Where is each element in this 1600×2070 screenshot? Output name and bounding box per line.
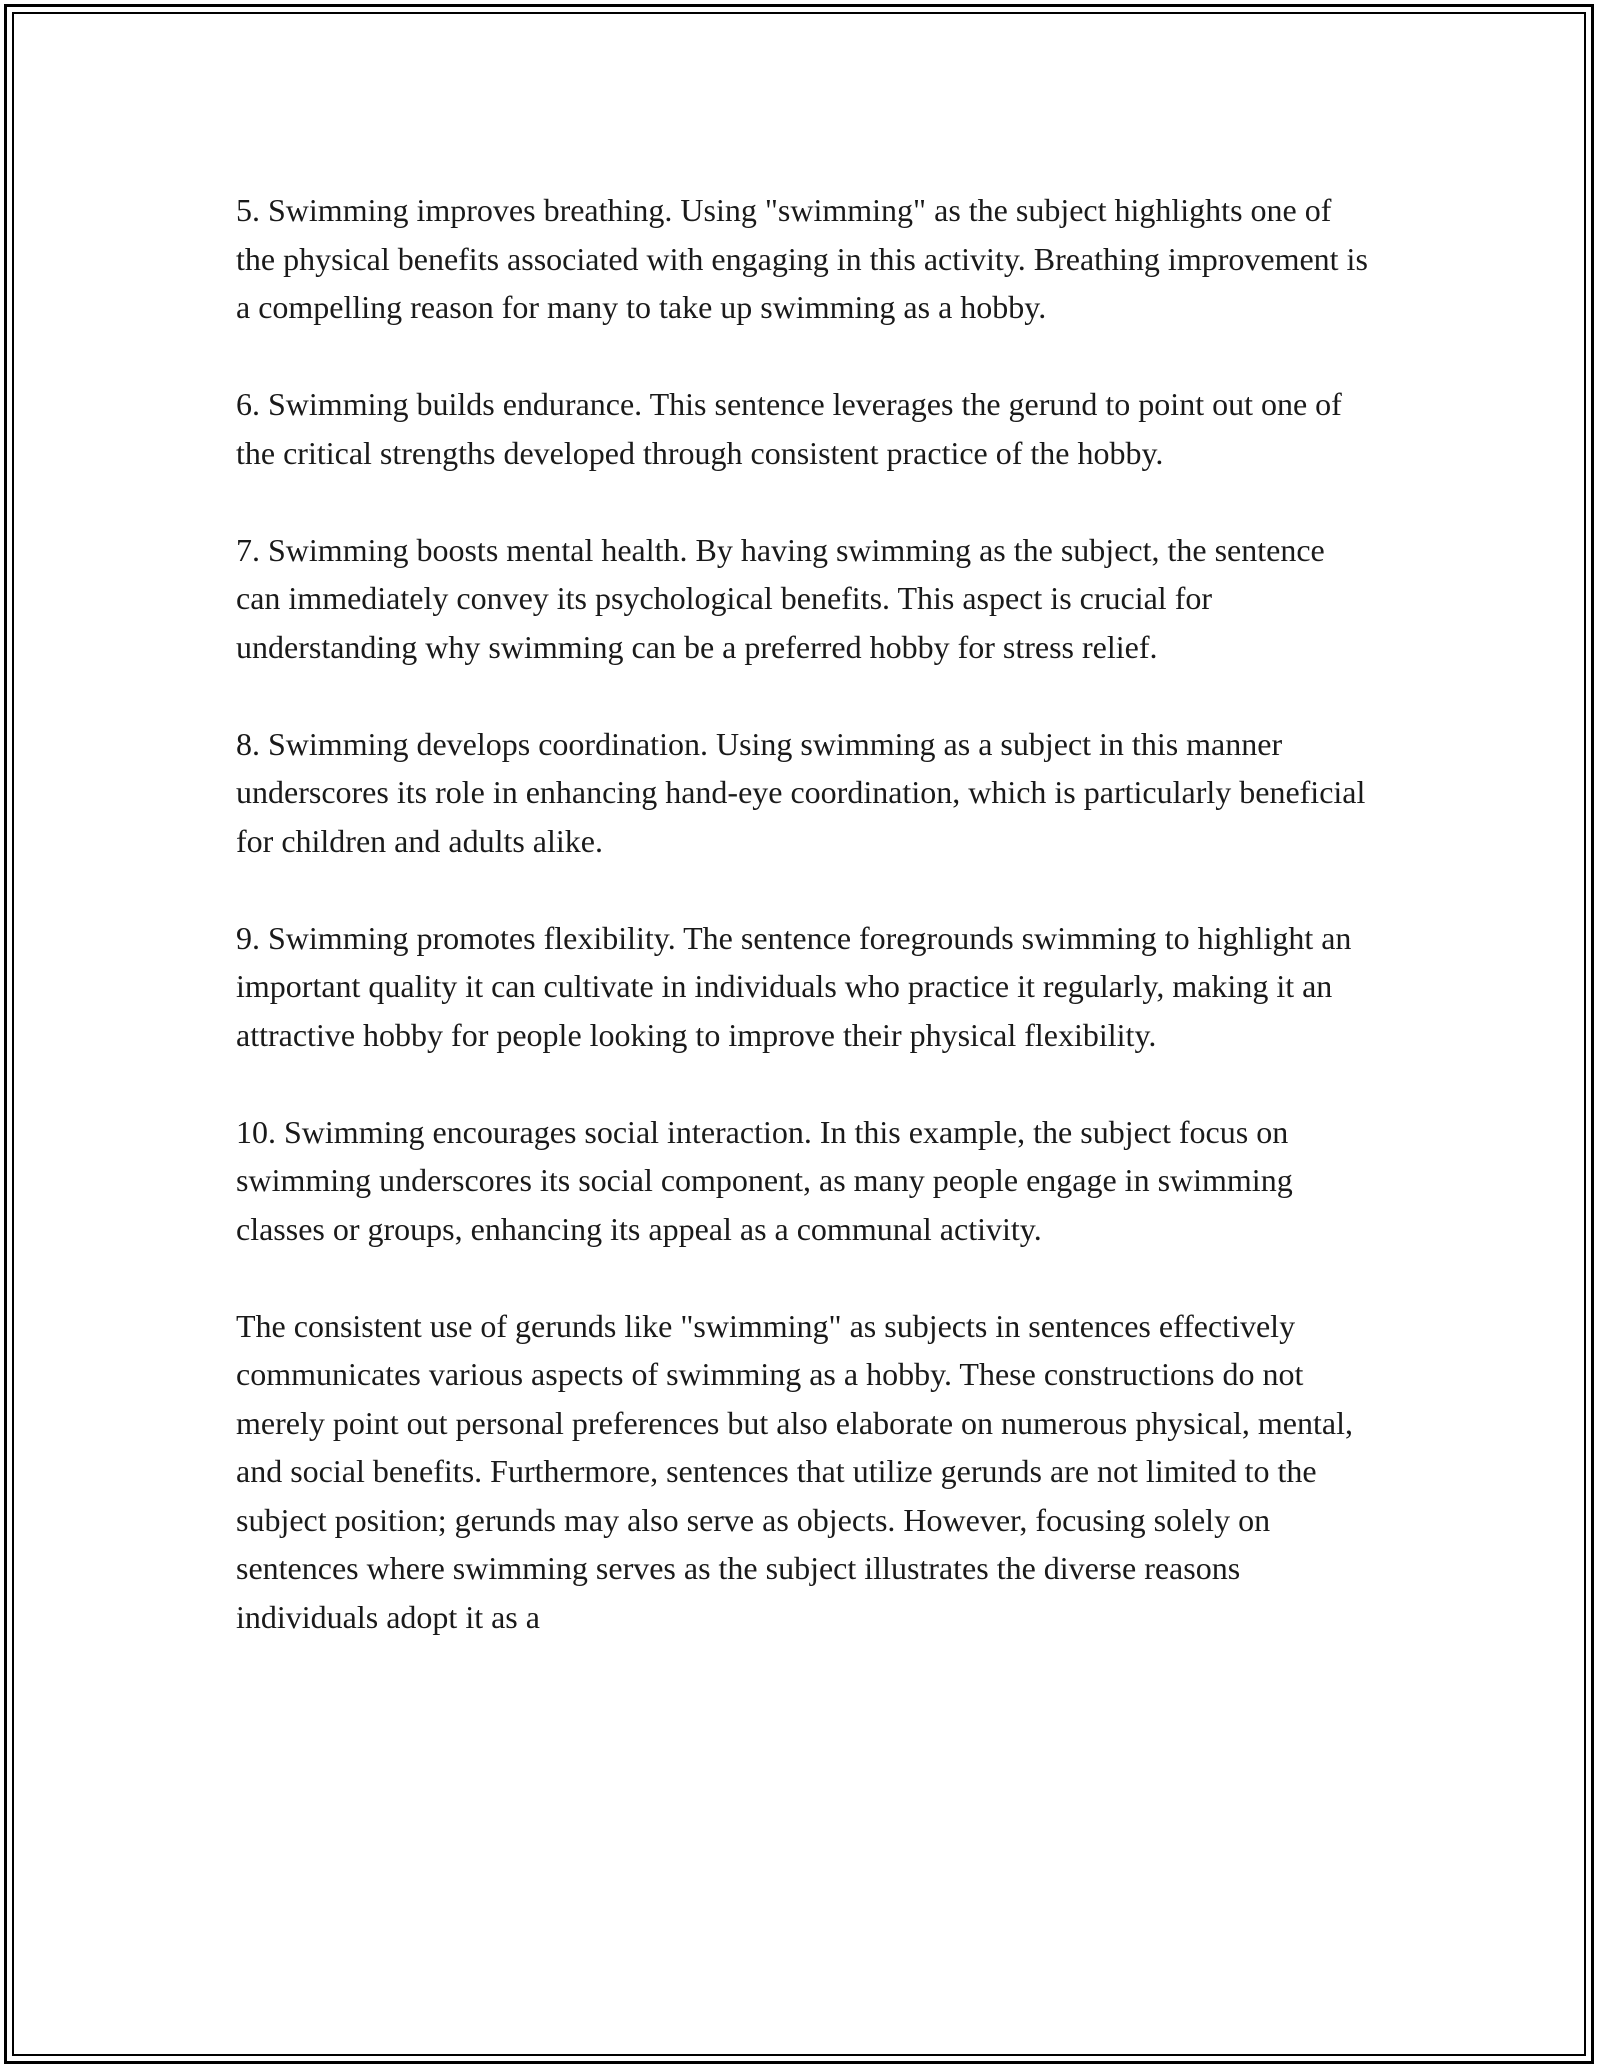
paragraph-conclusion: The consistent use of gerunds like "swimming" as subjects in sentences effectively communicates various aspects of swimming as a hobby. These constructions do not merely point out personal preferences but also elaborate on numerous physical, mental, and social benefits. Furthermore, sentences that utilize gerunds are not limited to the subject position; gerunds may also serve as objects. However, focusing solely on sentences where swimming serves as the subject illustrates the diverse reasons individuals adopt it as a [236,1307,1353,1635]
paragraph-item-7: 7. Swimming boosts mental health. By having swimming as the subject, the sentence can immediately convey its psychological benefits. This aspect is crucial for understanding why swimming can be a preferred hobby for stress relief. [236,531,1325,665]
paragraph-item-9: 9. Swimming promotes flexibility. The sentence foregrounds swimming to highlight an important quality it can cultivate in individuals who practice it regularly, making it an attractive hobby for people looking to improve their physical flexibility. [236,919,1352,1053]
paragraph-item-6: 6. Swimming builds endurance. This sentence leverages the gerund to point out one of the critical strengths developed through consistent practice of the hobby. [236,386,1342,471]
paragraph-item-5: 5. Swimming improves breathing. Using "swimming" as the subject highlights one of the physical benefits associated with engaging in this activity. Breathing improvement is a compelling reason for many to take up swimming as a hobby. [236,192,1368,325]
document-body [236,186,1376,1690]
paragraph-item-8: 8. Swimming develops coordination. Using swimming as a subject in this manner underscores its role in enhancing hand-eye coordination, which is particularly beneficial for children and adults alike. [236,725,1366,859]
paragraph-item-10: 10. Swimming encourages social interaction. In this example, the subject focus on swimming underscores its social component, as many people engage in swimming classes or groups, enhancing its appeal as a communal activity. [236,1113,1293,1247]
